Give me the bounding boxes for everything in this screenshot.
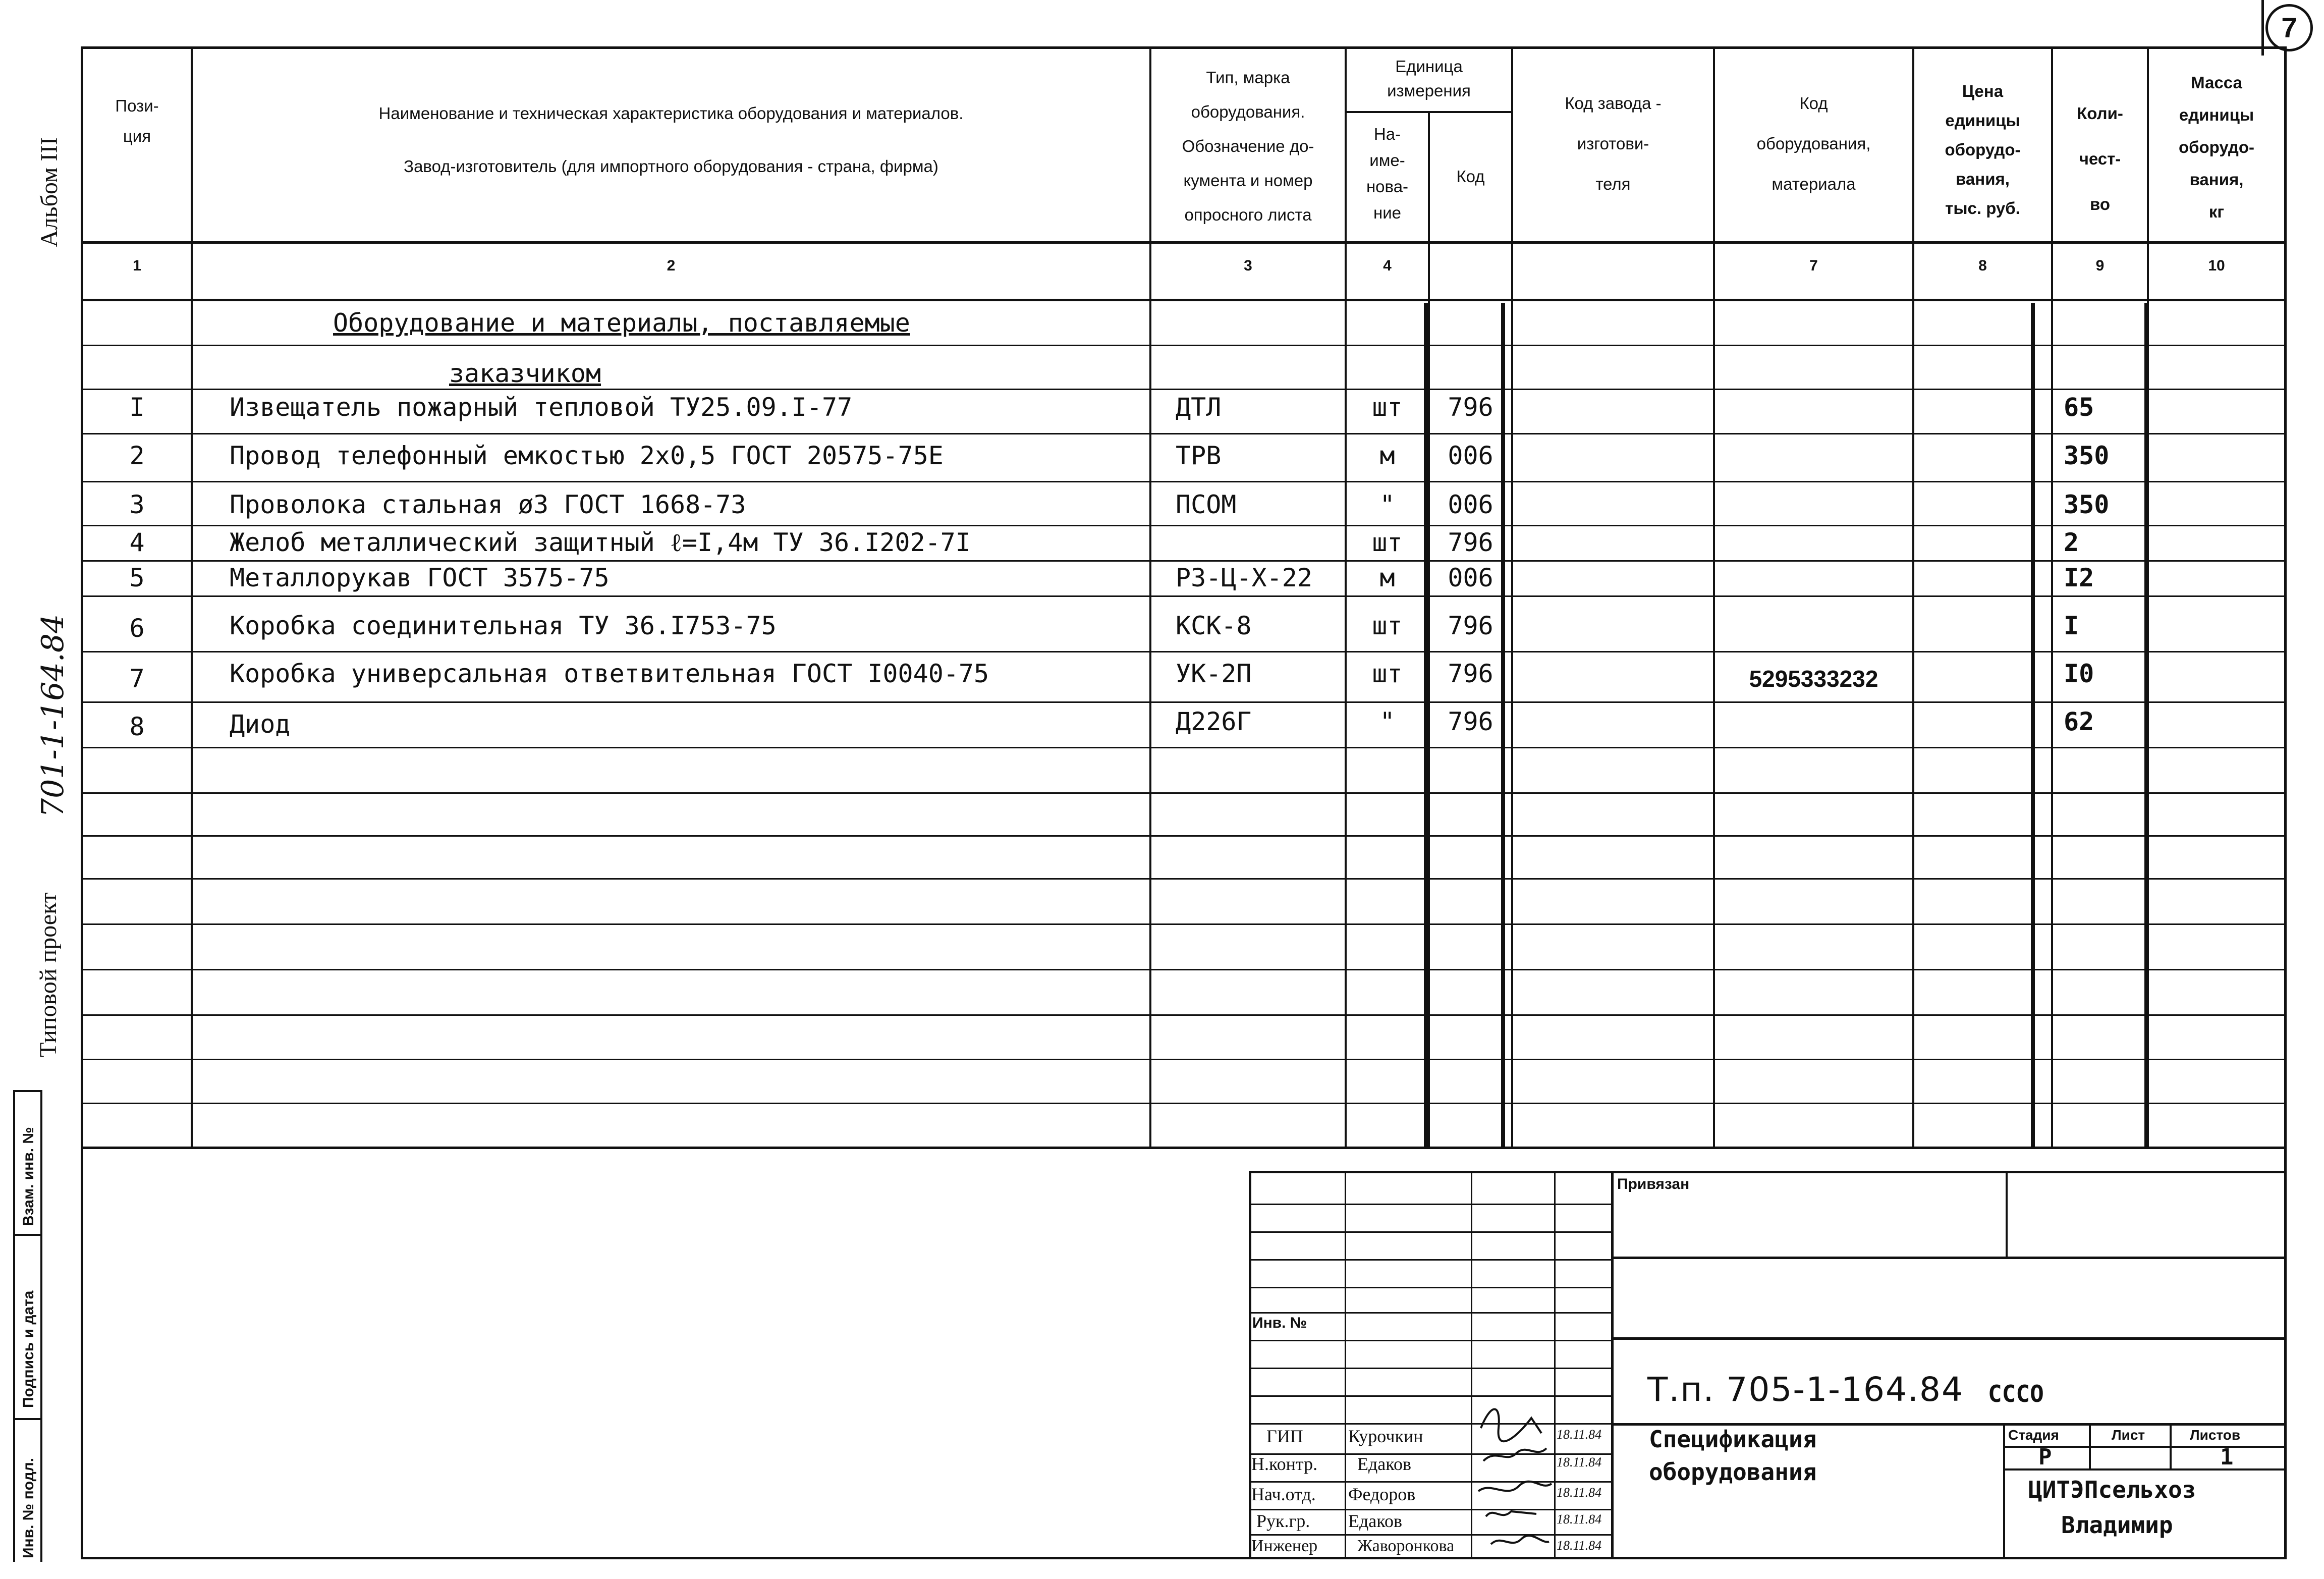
signer-name: Едаков <box>1357 1454 1411 1474</box>
header-type: Тип, марка оборудования. Обозначение до- кумента и номер опросного листа <box>1182 68 1314 224</box>
colnum-7: 7 <box>1809 257 1818 274</box>
tb-doc-title-2: оборудования <box>1649 1458 1817 1486</box>
frame-bottom <box>81 1557 2287 1559</box>
signer-role: Нач.отд. <box>1251 1484 1316 1504</box>
row-unit: " <box>1379 707 1395 736</box>
header-name-line1: Наименование и техническая характеристика оборудования и материалов. <box>378 104 964 123</box>
page-number: 7 <box>2281 12 2297 43</box>
tb-row <box>1249 1204 1612 1205</box>
row-name: Металлорукав ГОСТ 3575-75 <box>230 563 610 592</box>
header-position: Пози- ция <box>115 96 159 145</box>
colnum-9: 9 <box>2095 257 2105 274</box>
row-line <box>81 835 2287 837</box>
header-mass: Масса единицы оборудо- вания, кг <box>2178 73 2255 221</box>
tb-org-line2: Владимир <box>2061 1511 2173 1539</box>
col-line-5 <box>1511 46 1513 1148</box>
signer-date: 18.11.84 <box>1557 1427 1602 1442</box>
section-title-line1: Оборудование и материалы, поставляемые <box>333 308 910 338</box>
row-line <box>81 701 2287 703</box>
colnum-8: 8 <box>1978 257 1987 274</box>
row-position: 7 <box>129 664 145 693</box>
colnum-bottom-line <box>81 299 2287 301</box>
row-type: Р3-Ц-Х-22 <box>1176 563 1312 592</box>
row-unit: шт <box>1372 393 1403 422</box>
row-position: I <box>129 393 145 422</box>
row-quantity: 62 <box>2064 707 2094 736</box>
row-unit: м <box>1379 563 1395 592</box>
row-type: ПСОМ <box>1176 490 1237 519</box>
row-unit: шт <box>1372 611 1403 640</box>
tb-stage-col <box>2003 1423 2005 1559</box>
row-name: Извещатель пожарный тепловой ТУ25.09.I-77 <box>230 393 853 422</box>
stamp-label-replace-inv: Взам. инв. № <box>20 1127 37 1226</box>
stamp-sep-3 <box>13 1418 42 1420</box>
tb-stage-value: Р <box>2038 1444 2052 1470</box>
project-number-handwritten: 701-1-164.84 <box>35 614 71 818</box>
row-line <box>81 433 2287 434</box>
colnum-3: 3 <box>1244 257 1252 274</box>
tb-inv-no-label: Инв. № <box>1252 1315 1307 1331</box>
header-quantity: Коли- чест- во <box>2077 104 2123 213</box>
row-position: 2 <box>129 441 145 470</box>
header-unit-group: Единица измерения <box>1387 57 1471 100</box>
row-unit: шт <box>1372 659 1403 688</box>
row-line <box>81 878 2287 880</box>
colnum-4: 4 <box>1383 257 1392 274</box>
tb-row <box>1249 1534 1612 1536</box>
stamp-border-left <box>13 1090 15 1562</box>
row-quantity: 2 <box>2064 528 2079 557</box>
row-unit-code: 796 <box>1448 707 1493 736</box>
tb-org-line1: ЦИТЭПсельхоз <box>2028 1476 2196 1503</box>
header-name-line2: Завод-изготовитель (для импортного оборудования - страна, фирма) <box>404 157 938 176</box>
stamp-border-right <box>40 1090 42 1562</box>
row-line <box>81 651 2287 652</box>
row-position: 8 <box>129 712 145 741</box>
row-unit: м <box>1379 441 1395 470</box>
row-type: КСК-8 <box>1176 611 1252 640</box>
row-position: 6 <box>129 614 145 643</box>
row-name: Диод <box>230 710 291 739</box>
tb-row <box>1249 1481 1612 1483</box>
row-name: Проволока стальная ø3 ГОСТ 1668-73 <box>230 490 746 519</box>
stamp-label-sign-date: Подпись и дата <box>20 1290 37 1408</box>
signer-name: Курочкин <box>1348 1426 1423 1446</box>
stamp-label-orig-inv: Инв. № подл. <box>20 1457 37 1558</box>
tb-row <box>1249 1423 1612 1425</box>
tb-row <box>1249 1340 1612 1341</box>
row-position: 4 <box>129 528 145 557</box>
tb-row <box>1249 1231 1612 1233</box>
row-equipment-code: 5295333232 <box>1749 666 1878 692</box>
tb-sheet-col2 <box>2170 1423 2172 1469</box>
row-name: Провод телефонный емкостью 2х0,5 ГОСТ 20575-75Е <box>230 441 944 470</box>
row-name: Коробка соединительная ТУ 36.I753-75 <box>230 611 777 640</box>
row-position: 3 <box>129 490 145 519</box>
tb-row <box>1249 1287 1612 1288</box>
row-quantity: I2 <box>2064 563 2094 592</box>
tb-row <box>1249 1259 1612 1261</box>
row-unit: шт <box>1372 528 1403 557</box>
row-line <box>81 792 2287 794</box>
tb-divider-main <box>1611 1171 1614 1559</box>
tb-attached-label: Привязан <box>1617 1176 1690 1192</box>
header-bottom-line <box>81 241 2287 244</box>
signer-name: Федоров <box>1348 1484 1416 1504</box>
row-name: Желоб металлический защитный ℓ=I,4м ТУ 36.I202-7I <box>230 528 971 557</box>
row-line <box>81 1103 2287 1104</box>
tb-attached-sep <box>2006 1171 2008 1257</box>
row-unit-code: 006 <box>1448 441 1493 470</box>
tb-stage-label: Стадия <box>2008 1427 2059 1443</box>
header-factory-code: Код завода - изготови- теля <box>1565 94 1662 193</box>
tb-col-a <box>1345 1171 1346 1559</box>
row-line <box>81 1014 2287 1016</box>
col-line-9-bold <box>2144 303 2148 1148</box>
page-number-badge <box>2265 4 2313 51</box>
signer-name: Едаков <box>1348 1511 1402 1531</box>
row-line <box>81 595 2287 597</box>
row-unit-code: 796 <box>1448 659 1493 688</box>
col-line-8-bold <box>2031 303 2035 1148</box>
header-equipment-code: Код оборудования, материала <box>1756 94 1871 193</box>
signer-date: 18.11.84 <box>1557 1512 1602 1527</box>
tb-row <box>1249 1368 1612 1369</box>
row-line <box>81 345 2287 346</box>
tb-row <box>1249 1395 1612 1397</box>
row-line <box>81 969 2287 970</box>
tb-row <box>1249 1312 1612 1314</box>
row-unit-code: 006 <box>1448 490 1493 519</box>
stamp-sep-2 <box>13 1234 42 1236</box>
tb-sheet-label: Лист <box>2112 1427 2145 1443</box>
signer-date: 18.11.84 <box>1557 1455 1602 1469</box>
frame-top <box>81 46 2287 49</box>
row-line <box>81 481 2287 482</box>
signer-name: Жаворонкова <box>1357 1537 1455 1555</box>
row-quantity: I <box>2064 611 2079 640</box>
signer-date: 18.11.84 <box>1557 1538 1602 1553</box>
album-label: Альбом III <box>36 137 63 247</box>
row-quantity: 65 <box>2064 393 2094 422</box>
stamp-sep-1 <box>13 1090 42 1092</box>
signer-role: ГИП <box>1266 1426 1303 1446</box>
row-type: ТРВ <box>1176 441 1222 470</box>
row-unit: " <box>1379 490 1395 519</box>
unit-group-line <box>1345 111 1513 113</box>
tb-top <box>1249 1171 2287 1173</box>
tb-doc-code: Т.п. 705-1-164.84 <box>1647 1370 1964 1409</box>
frame-right <box>2284 46 2287 1559</box>
tb-sheets-label: Листов <box>2190 1427 2241 1443</box>
header-price: Цена единицы оборудо- вания, тыс. руб. <box>1945 82 2021 217</box>
signer-role: Н.контр. <box>1251 1454 1318 1474</box>
tb-doc-suffix: СССО <box>1988 1380 2044 1407</box>
signer-date: 18.11.84 <box>1557 1485 1602 1500</box>
header-unit-code: Код <box>1456 167 1485 186</box>
table-bottom-line <box>81 1147 2287 1149</box>
colnum-2: 2 <box>667 257 676 274</box>
tb-doc-title-1: Спецификация <box>1649 1426 1817 1453</box>
col-line-6 <box>1713 46 1715 1148</box>
row-quantity: I0 <box>2064 659 2094 688</box>
row-unit-code: 006 <box>1448 563 1493 592</box>
tb-sheets-value: 1 <box>2220 1444 2234 1470</box>
row-type: УК-2П <box>1176 659 1252 688</box>
colnum-10: 10 <box>2208 257 2225 274</box>
tb-right-row1 <box>1612 1257 2287 1259</box>
section-title-line2: заказчиком <box>449 359 601 388</box>
typical-project-label: Типовой проект <box>35 892 62 1057</box>
signer-role: Инженер <box>1251 1537 1318 1555</box>
row-unit-code: 796 <box>1448 528 1493 557</box>
signer-role: Рук.гр. <box>1256 1511 1310 1531</box>
tb-right-row2 <box>1612 1337 2287 1340</box>
row-line <box>81 1059 2287 1060</box>
row-unit-code: 796 <box>1448 393 1493 422</box>
row-line <box>81 923 2287 925</box>
row-quantity: 350 <box>2064 441 2110 470</box>
tb-sheet-col1 <box>2089 1423 2091 1469</box>
header-unit-name: На- име- нова- ние <box>1366 125 1409 222</box>
col-line-1 <box>191 46 193 1148</box>
row-unit-code: 796 <box>1448 611 1493 640</box>
row-quantity: 350 <box>2064 490 2110 519</box>
signature-scribbles <box>1471 1398 1557 1559</box>
row-name: Коробка универсальная ответвительная ГОСТ I0040-75 <box>230 659 989 688</box>
row-line <box>81 747 2287 748</box>
row-position: 5 <box>129 563 145 592</box>
row-type: ДТЛ <box>1176 393 1222 422</box>
row-type: Д226Г <box>1176 707 1252 736</box>
colnum-1: 1 <box>133 257 141 274</box>
